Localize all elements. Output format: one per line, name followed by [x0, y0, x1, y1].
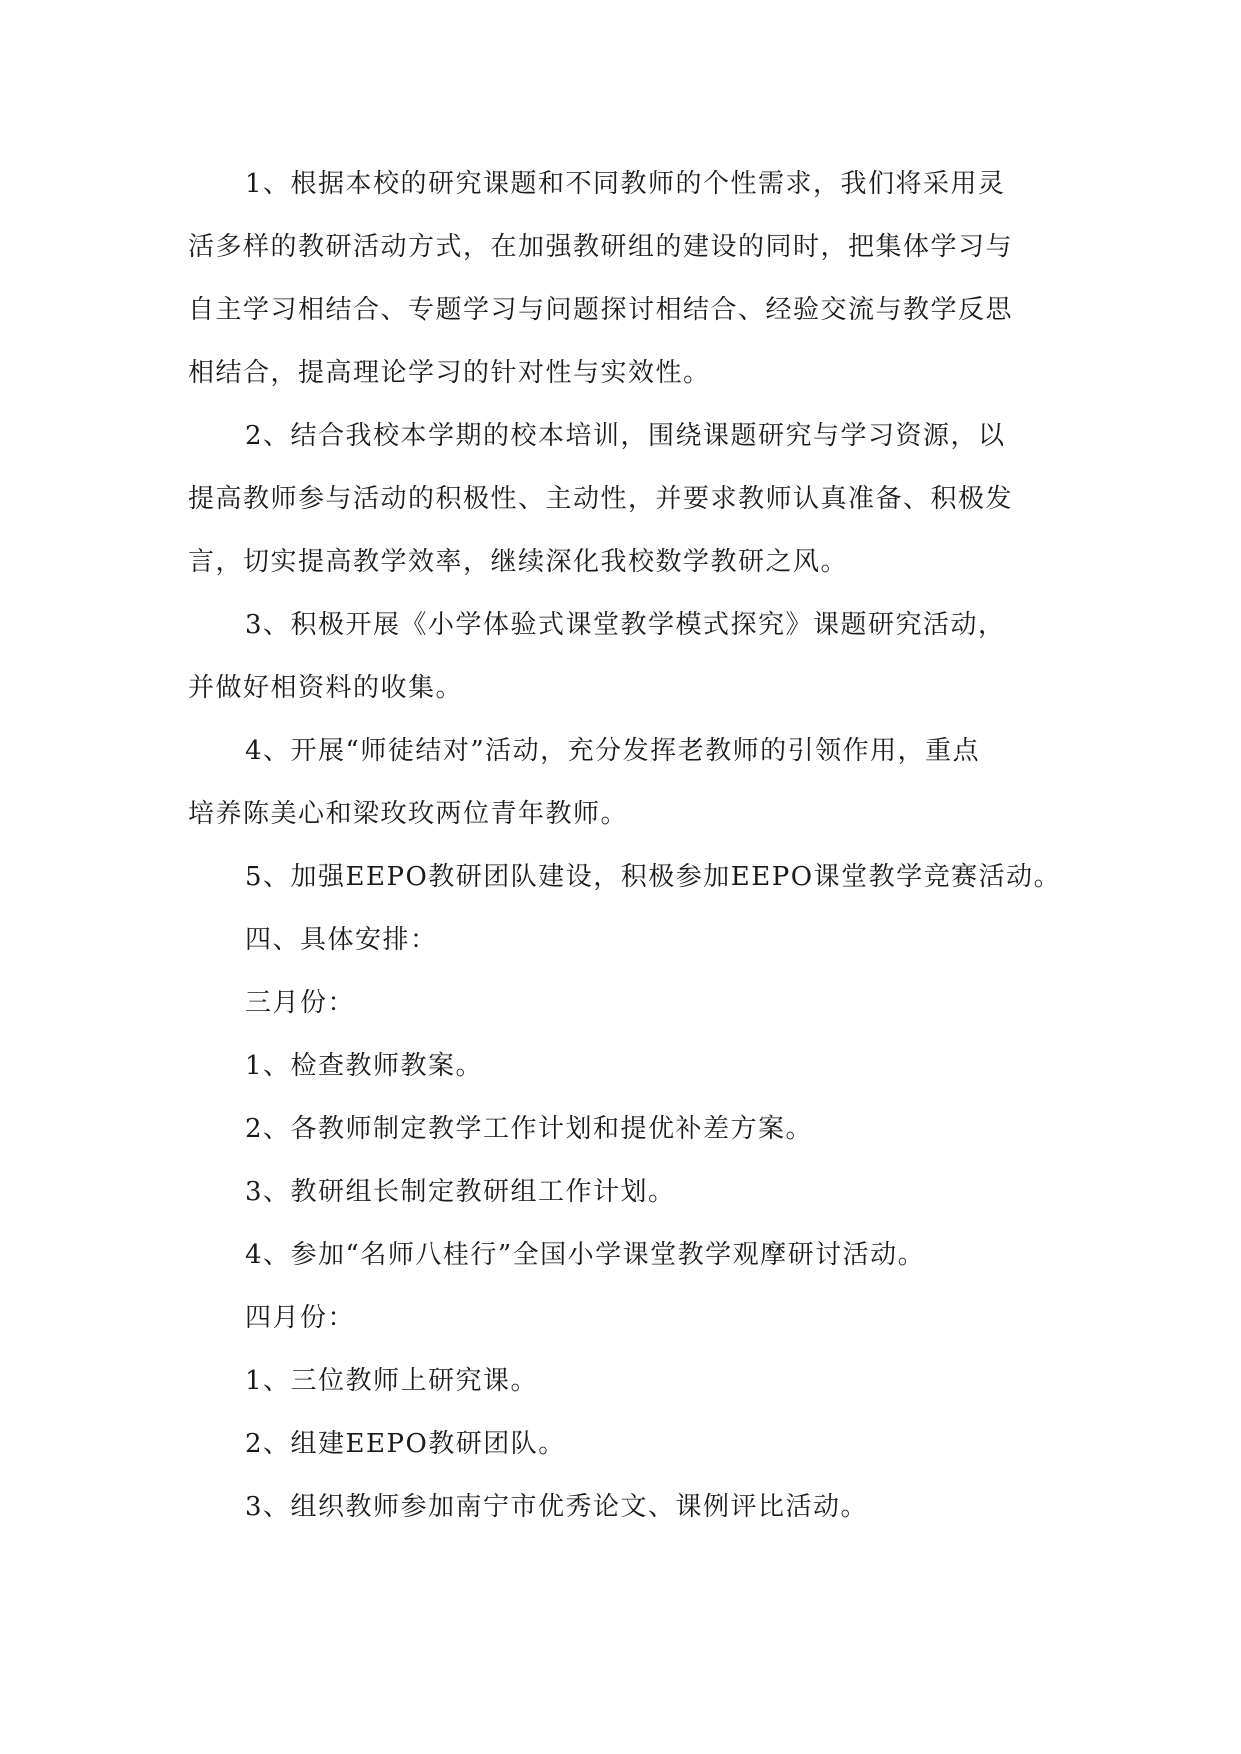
march-item-2: 2、各教师制定教学工作计划和提优补差方案。	[245, 1114, 814, 1144]
paragraph-4-line-1: 4、开展“师徒结对”活动，充分发挥老教师的引领作用，重点	[245, 736, 981, 766]
paragraph-2-line-1: 2、结合我校本学期的校本培训，围绕课题研究与学习资源，以	[245, 421, 1006, 451]
paragraph-2-line-3: 言，切实提高教学效率，继续深化我校数学教研之风。	[188, 547, 849, 577]
march-item-4: 4、参加“名师八桂行”全国小学课堂教学观摩研讨活动。	[245, 1240, 926, 1270]
section-heading-schedule: 四、具体安排：	[245, 925, 438, 955]
april-item-1: 1、三位教师上研究课。	[245, 1366, 539, 1396]
paragraph-5-line-1: 5、加强EEPO教研团队建设，积极参加EEPO课堂教学竞赛活动。	[245, 862, 1062, 892]
paragraph-1-line-4: 相结合，提高理论学习的针对性与实效性。	[188, 358, 711, 388]
paragraph-1-line-2: 活多样的教研活动方式，在加强教研组的建设的同时，把集体学习与	[188, 232, 1014, 262]
april-item-3: 3、组织教师参加南宁市优秀论文、课例评比活动。	[245, 1492, 869, 1522]
paragraph-3-line-2: 并做好相资料的收集。	[188, 673, 464, 703]
paragraph-2-line-2: 提高教师参与活动的积极性、主动性，并要求教师认真准备、积极发	[188, 484, 1014, 514]
march-item-3: 3、教研组长制定教研组工作计划。	[245, 1177, 676, 1207]
paragraph-1-line-1: 1、根据本校的研究课题和不同教师的个性需求，我们将采用灵	[245, 169, 1006, 199]
april-item-2: 2、组建EEPO教研团队。	[245, 1429, 566, 1459]
month-heading-april: 四月份：	[245, 1303, 356, 1333]
paragraph-3-line-1: 3、积极开展《小学体验式课堂教学模式探究》课题研究活动，	[245, 610, 1006, 640]
march-item-1: 1、检查教师教案。	[245, 1051, 484, 1081]
paragraph-4-line-2: 培养陈美心和梁玫玫两位青年教师。	[188, 799, 629, 829]
month-heading-march: 三月份：	[245, 988, 356, 1018]
paragraph-1-line-3: 自主学习相结合、专题学习与问题探讨相结合、经验交流与教学反思	[188, 295, 1014, 325]
